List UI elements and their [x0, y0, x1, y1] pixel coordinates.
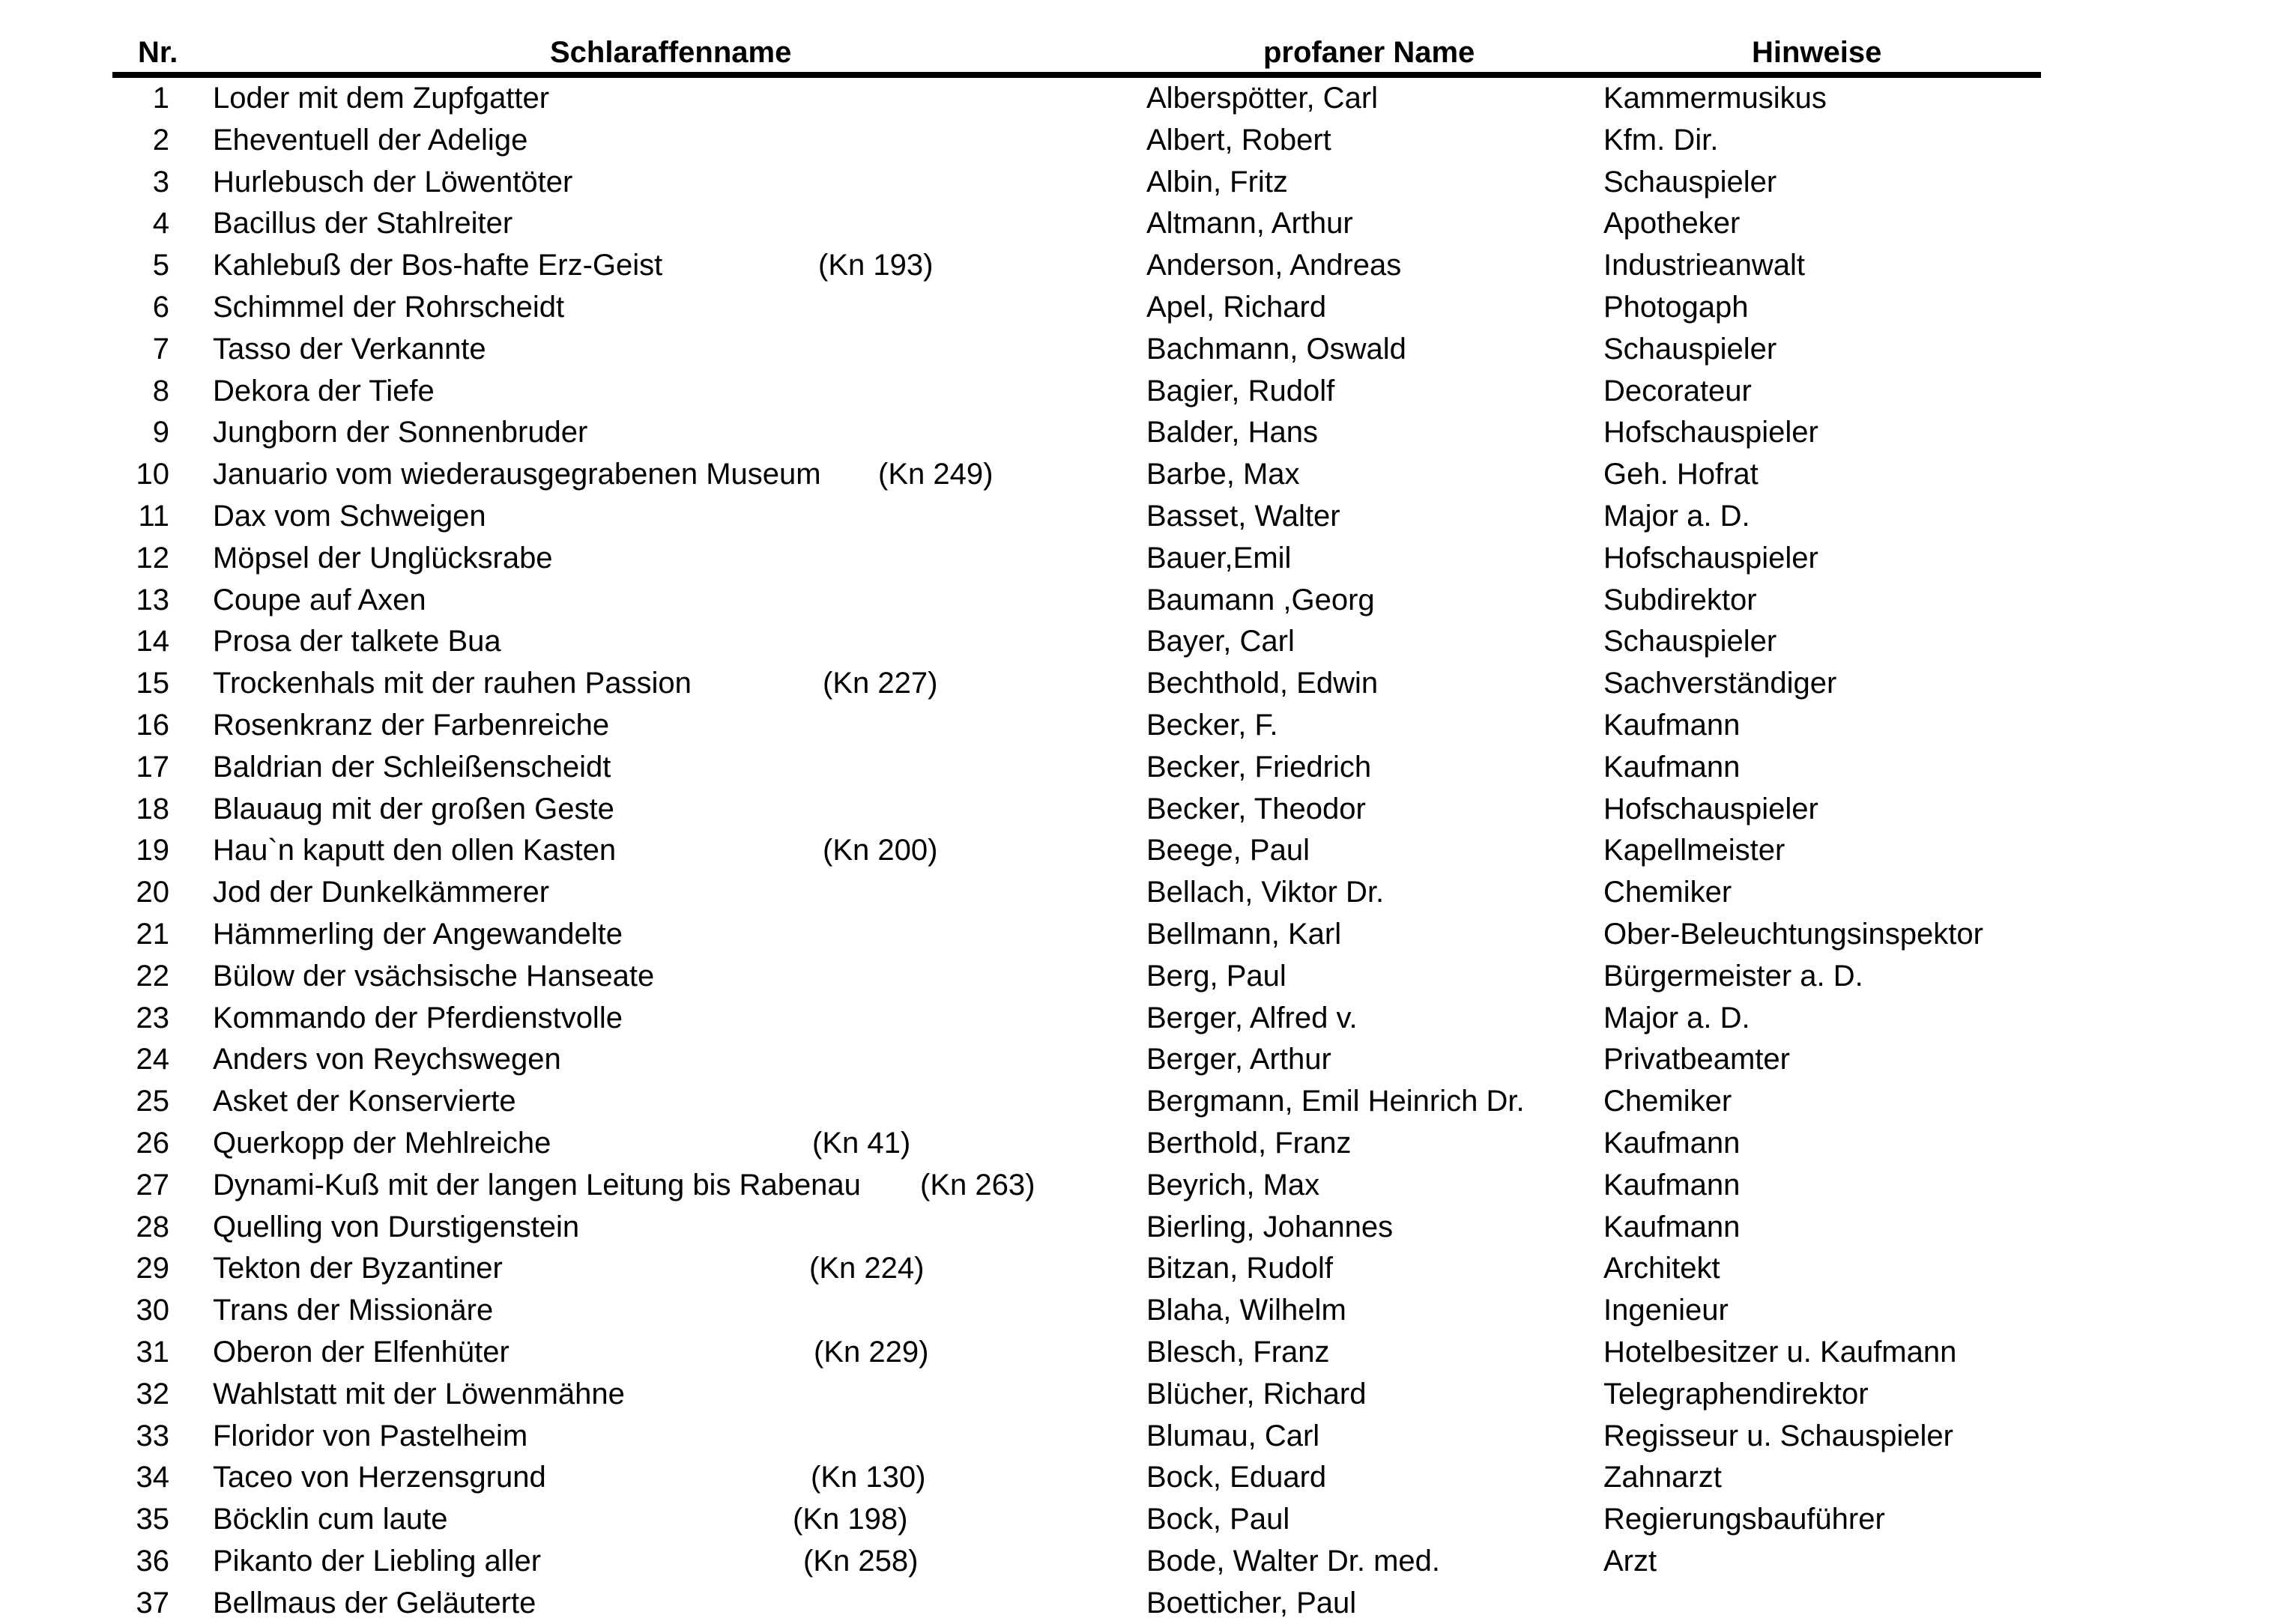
hinweis: Ober-Beleuchtungsinspektor [1603, 917, 1983, 951]
row-number: 15 [136, 667, 169, 700]
row-number: 17 [136, 750, 169, 784]
profaner-name: Berger, Arthur [1146, 1043, 1331, 1076]
hinweis: Regisseur u. Schauspieler [1603, 1419, 1953, 1452]
row-number: 9 [152, 416, 169, 449]
profaner-name: Bagier, Rudolf [1146, 374, 1335, 407]
hinweis: Regierungsbauführer [1603, 1503, 1885, 1536]
kn-number: (Kn 229) [814, 1335, 929, 1369]
row-number: 32 [136, 1377, 169, 1411]
hinweis: Privatbeamter [1603, 1043, 1790, 1076]
row-number: 4 [152, 207, 169, 240]
schlaraffenname: Eheventuell der Adelige [213, 123, 528, 157]
profaner-name: Becker, Theodor [1146, 792, 1366, 825]
row-number: 25 [136, 1085, 169, 1118]
hinweis: Subdirektor [1603, 583, 1757, 616]
table-row [0, 203, 2292, 245]
hinweis: Kapellmeister [1603, 834, 1785, 867]
table-row [0, 1248, 2292, 1290]
kn-number: (Kn 227) [823, 667, 938, 700]
table-row [0, 538, 2292, 580]
profaner-name: Bauer,Emil [1146, 541, 1292, 575]
schlaraffenname: Kahlebuß der Bos-hafte Erz-Geist [213, 249, 663, 282]
row-number: 26 [136, 1126, 169, 1160]
table-row [0, 789, 2292, 831]
schlaraffenname: Bülow der vsächsische Hanseate [213, 959, 655, 993]
row-number: 1 [152, 82, 169, 115]
table-row [0, 580, 2292, 622]
hinweis: Geh. Hofrat [1603, 458, 1759, 491]
schlaraffenname: Kommando der Pferdienstvolle [213, 1001, 623, 1034]
schlaraffenname: Taceo von Herzensgrund [213, 1461, 546, 1494]
hinweis: Decorateur [1603, 374, 1752, 407]
row-number: 12 [136, 541, 169, 575]
schlaraffenname: Prosa der talkete Bua [213, 625, 501, 658]
row-number: 11 [138, 499, 169, 533]
table-row [0, 1290, 2292, 1332]
profaner-name: Bachmann, Oswald [1146, 332, 1406, 366]
kn-number: (Kn 224) [809, 1252, 925, 1285]
table-row [0, 747, 2292, 789]
kn-number: (Kn 198) [793, 1503, 908, 1536]
schlaraffenname: Schimmel der Rohrscheidt [213, 290, 565, 324]
profaner-name: Bierling, Johannes [1146, 1210, 1394, 1243]
schlaraffenname: Dynami-Kuß mit der langen Leitung bis Rabenau [213, 1168, 861, 1202]
row-number: 14 [136, 625, 169, 658]
schlaraffenname: Rosenkranz der Farbenreiche [213, 708, 610, 742]
row-number: 22 [136, 959, 169, 993]
profaner-name: Altmann, Arthur [1146, 207, 1353, 240]
hinweis: Kaufmann [1603, 1168, 1741, 1202]
schlaraffenname: Bellmaus der Geläuterte [213, 1586, 536, 1620]
schlaraffenname: Hau`n kaputt den ollen Kasten [213, 834, 617, 867]
schlaraffenname: Dekora der Tiefe [213, 374, 435, 407]
row-number: 34 [136, 1461, 169, 1494]
schlaraffenname: Oberon der Elfenhüter [213, 1335, 509, 1369]
schlaraffenname: Hurlebusch der Löwentöter [213, 165, 573, 199]
table-row [0, 496, 2292, 538]
row-number: 37 [136, 1586, 169, 1620]
kn-number: (Kn 130) [811, 1461, 926, 1494]
hinweis: Bürgermeister a. D. [1603, 959, 1863, 993]
row-number: 23 [136, 1001, 169, 1034]
schlaraffenname: Quelling von Durstigenstein [213, 1210, 580, 1243]
table-row [0, 1207, 2292, 1249]
row-number: 31 [136, 1335, 169, 1369]
hinweis: Chemiker [1603, 1085, 1732, 1118]
profaner-name: Berger, Alfred v. [1146, 1001, 1358, 1034]
profaner-name: Blumau, Carl [1146, 1419, 1320, 1452]
table-row [0, 454, 2292, 496]
hinweis: Kaufmann [1603, 1210, 1741, 1243]
row-number: 19 [136, 834, 169, 867]
row-number: 27 [136, 1168, 169, 1202]
schlaraffenname: Baldrian der Schleißenscheidt [213, 750, 611, 784]
table-row [0, 1499, 2292, 1541]
table-row [0, 1374, 2292, 1416]
schlaraffenname: Wahlstatt mit der Löwenmähne [213, 1377, 625, 1411]
profaner-name: Balder, Hans [1146, 416, 1319, 449]
table-row [0, 830, 2292, 872]
schlaraffenname: Böcklin cum laute [213, 1503, 448, 1536]
row-number: 16 [136, 708, 169, 742]
row-number: 7 [152, 332, 169, 366]
row-number: 29 [136, 1252, 169, 1285]
profaner-name: Anderson, Andreas [1146, 249, 1402, 282]
row-number: 6 [152, 290, 169, 324]
hinweis: Photogaph [1603, 290, 1749, 324]
hinweis: Zahnarzt [1603, 1461, 1722, 1494]
table-row [0, 1583, 2292, 1624]
table-row [0, 120, 2292, 162]
row-number: 18 [136, 792, 169, 825]
table-row [0, 1457, 2292, 1499]
row-number: 13 [136, 583, 169, 616]
table-row [0, 956, 2292, 998]
hinweis: Ingenieur [1603, 1294, 1729, 1327]
kn-number: (Kn 249) [878, 458, 994, 491]
schlaraffenname: Trockenhals mit der rauhen Passion [213, 667, 692, 700]
row-number: 24 [136, 1043, 169, 1076]
profaner-name: Beyrich, Max [1146, 1168, 1320, 1202]
profaner-name: Bock, Paul [1146, 1503, 1290, 1536]
row-number: 3 [152, 165, 169, 199]
hinweis: Kammermusikus [1603, 82, 1827, 115]
hinweis: Arzt [1603, 1544, 1657, 1578]
row-number: 35 [136, 1503, 169, 1536]
table-row [0, 914, 2292, 956]
hinweis: Architekt [1603, 1252, 1720, 1285]
kn-number: (Kn 200) [823, 834, 938, 867]
profaner-name: Bode, Walter Dr. med. [1146, 1544, 1440, 1578]
hinweis: Industrieanwalt [1603, 249, 1806, 282]
profaner-name: Baumann ,Georg [1146, 583, 1375, 616]
table-row [0, 1123, 2292, 1165]
schlaraffenname: Blauaug mit der großen Geste [213, 792, 614, 825]
profaner-name: Blaha, Wilhelm [1146, 1294, 1346, 1327]
schlaraffenname: Bacillus der Stahlreiter [213, 207, 513, 240]
profaner-name: Barbe, Max [1146, 458, 1300, 491]
table-row [0, 872, 2292, 914]
table-row [0, 287, 2292, 329]
row-number: 8 [152, 374, 169, 407]
schlaraffenname: Loder mit dem Zupfgatter [213, 82, 550, 115]
hinweis: Kaufmann [1603, 750, 1741, 784]
profaner-name: Bellach, Viktor Dr. [1146, 876, 1385, 909]
table-row [0, 1416, 2292, 1458]
row-number: 2 [152, 123, 169, 157]
row-number: 21 [136, 917, 169, 951]
kn-number: (Kn 193) [818, 249, 934, 282]
hinweis: Schauspieler [1603, 165, 1777, 199]
row-number: 10 [136, 458, 169, 491]
row-number: 20 [136, 876, 169, 909]
kn-number: (Kn 258) [803, 1544, 919, 1578]
profaner-name: Berthold, Franz [1146, 1126, 1352, 1160]
hinweis: Hotelbesitzer u. Kaufmann [1603, 1335, 1957, 1369]
profaner-name: Bock, Eduard [1146, 1461, 1327, 1494]
table-header [0, 33, 2292, 72]
table-row [0, 1541, 2292, 1583]
schlaraffenname: Januario vom wiederausgegrabenen Museum [213, 458, 821, 491]
table-row [0, 412, 2292, 454]
profaner-name: Bechthold, Edwin [1146, 667, 1379, 700]
table-body [0, 78, 2292, 1624]
table-row [0, 329, 2292, 371]
hinweis: Hofschauspieler [1603, 416, 1818, 449]
schlaraffenname: Pikanto der Liebling aller [213, 1544, 542, 1578]
hinweis: Schauspieler [1603, 625, 1777, 658]
row-number: 33 [136, 1419, 169, 1452]
header-profaner-name: profaner Name [1263, 36, 1475, 69]
profaner-name: Albert, Robert [1146, 123, 1331, 157]
profaner-name: Berg, Paul [1146, 959, 1286, 993]
hinweis: Hofschauspieler [1603, 541, 1818, 575]
row-number: 5 [152, 249, 169, 282]
table-row [0, 1039, 2292, 1081]
table-row [0, 78, 2292, 120]
table-row [0, 663, 2292, 705]
hinweis: Schauspieler [1603, 332, 1777, 366]
hinweis: Chemiker [1603, 876, 1732, 909]
schlaraffenname: Querkopp der Mehlreiche [213, 1126, 551, 1160]
schlaraffenname: Möpsel der Unglücksrabe [213, 541, 553, 575]
schlaraffenname: Anders von Reychswegen [213, 1043, 561, 1076]
profaner-name: Blücher, Richard [1146, 1377, 1367, 1411]
table-row [0, 621, 2292, 663]
profaner-name: Basset, Walter [1146, 499, 1340, 533]
header-rule [112, 72, 2041, 78]
profaner-name: Alberspötter, Carl [1146, 82, 1379, 115]
schlaraffenname: Dax vom Schweigen [213, 499, 486, 533]
kn-number: (Kn 41) [812, 1126, 911, 1160]
hinweis: Kfm. Dir. [1603, 123, 1719, 157]
table-row [0, 162, 2292, 204]
row-number: 28 [136, 1210, 169, 1243]
profaner-name: Becker, Friedrich [1146, 750, 1372, 784]
schlaraffenname: Asket der Konservierte [213, 1085, 516, 1118]
table-row [0, 1165, 2292, 1207]
profaner-name: Apel, Richard [1146, 290, 1327, 324]
hinweis: Telegraphendirektor [1603, 1377, 1869, 1411]
profaner-name: Bitzan, Rudolf [1146, 1252, 1334, 1285]
table-row [0, 245, 2292, 287]
header-schlaraffenname: Schlaraffenname [550, 36, 792, 69]
kn-number: (Kn 263) [920, 1168, 1035, 1202]
table-row [0, 705, 2292, 747]
profaner-name: Boetticher, Paul [1146, 1586, 1357, 1620]
header-nr: Nr. [138, 36, 178, 69]
schlaraffenname: Hämmerling der Angewandelte [213, 917, 623, 951]
profaner-name: Bergmann, Emil Heinrich Dr. [1146, 1085, 1525, 1118]
row-number: 36 [136, 1544, 169, 1578]
hinweis: Hofschauspieler [1603, 792, 1818, 825]
profaner-name: Bayer, Carl [1146, 625, 1295, 658]
schlaraffenname: Floridor von Pastelheim [213, 1419, 528, 1452]
schlaraffenname: Jod der Dunkelkämmerer [213, 876, 550, 909]
table-row [0, 371, 2292, 413]
hinweis: Kaufmann [1603, 708, 1741, 742]
profaner-name: Beege, Paul [1146, 834, 1310, 867]
schlaraffenname: Trans der Missionäre [213, 1294, 494, 1327]
schlaraffenname: Tekton der Byzantiner [213, 1252, 503, 1285]
hinweis: Apotheker [1603, 207, 1741, 240]
table-row [0, 1081, 2292, 1123]
table-row [0, 1332, 2292, 1374]
hinweis: Sachverständiger [1603, 667, 1837, 700]
header-hinweise: Hinweise [1752, 36, 1882, 69]
row-number: 30 [136, 1294, 169, 1327]
hinweis: Major a. D. [1603, 499, 1750, 533]
profaner-name: Albin, Fritz [1146, 165, 1288, 199]
profaner-name: Blesch, Franz [1146, 1335, 1330, 1369]
schlaraffenname: Jungborn der Sonnenbruder [213, 416, 588, 449]
hinweis: Major a. D. [1603, 1001, 1750, 1034]
schlaraffenname: Tasso der Verkannte [213, 332, 486, 366]
table-row [0, 998, 2292, 1040]
profaner-name: Becker, F. [1146, 708, 1278, 742]
hinweis: Kaufmann [1603, 1126, 1741, 1160]
profaner-name: Bellmann, Karl [1146, 917, 1342, 951]
schlaraffenname: Coupe auf Axen [213, 583, 426, 616]
